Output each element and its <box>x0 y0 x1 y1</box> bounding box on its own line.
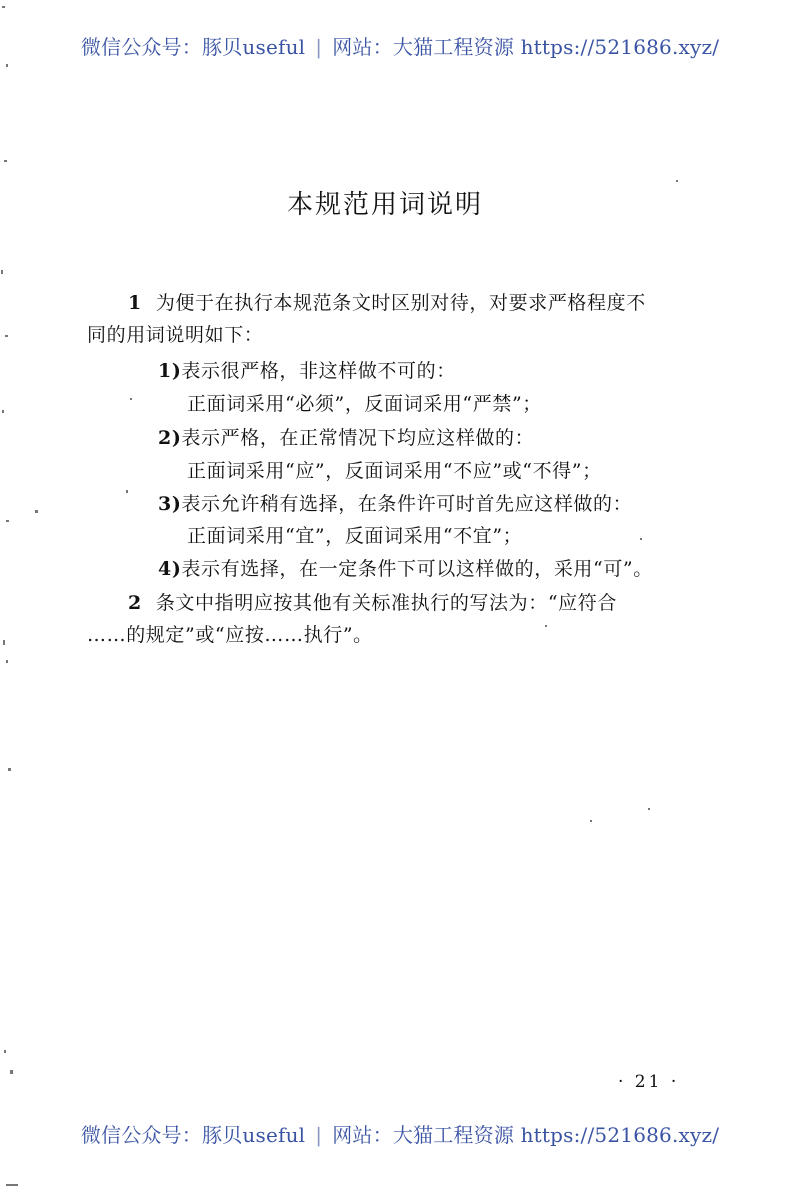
scan-speck <box>126 490 128 493</box>
subitem-2-detail: 正面词采用“应”，反面词采用“不应”或“不得”； <box>187 460 602 482</box>
item-1-line-2: 同的用词说明如下： <box>87 324 264 346</box>
watermark-wechat: 微信公众号：豚贝useful <box>80 35 306 59</box>
scan-speck <box>8 768 11 771</box>
watermark-wechat: 微信公众号：豚贝useful <box>80 1123 306 1147</box>
scan-speck <box>6 1184 18 1186</box>
scan-speck <box>676 180 678 182</box>
scan-speck <box>3 640 5 645</box>
subitem-1-label: 1) <box>158 360 182 382</box>
page-number: · 21 · <box>618 1072 680 1092</box>
scan-speck <box>6 520 9 522</box>
subitem-1-detail: 正面词采用“必须”，反面词采用“严禁”； <box>187 393 542 415</box>
watermark-site: 网站：大猫工程资源 https://521686.xyz/ <box>332 35 720 59</box>
scan-speck <box>545 625 547 627</box>
scan-speck <box>590 820 592 822</box>
subitem-1-text: 表示很严格，非这样做不可的： <box>181 360 456 382</box>
subitem-3-label: 3) <box>158 493 182 515</box>
scan-speck <box>640 538 642 540</box>
scan-speck <box>648 808 650 810</box>
watermark-site: 网站：大猫工程资源 https://521686.xyz/ <box>332 1123 720 1147</box>
subitem-3-detail: 正面词采用“宜”，反面词采用“不宜”； <box>187 525 523 547</box>
item-1-text: 为便于在执行本规范条文时区别对待，对要求严格程度不 <box>155 292 646 314</box>
scan-speck <box>35 510 38 513</box>
scan-speck <box>6 660 8 663</box>
subitem-2-label: 2) <box>158 427 182 449</box>
subitem-3-text: 表示允许稍有选择，在条件许可时首先应这样做的： <box>181 493 633 515</box>
subitem-4-label: 4) <box>158 558 182 580</box>
scan-speck <box>5 335 8 337</box>
watermark-separator: | <box>315 1123 323 1147</box>
item-2-number: 2 <box>128 592 142 614</box>
scan-speck <box>4 1050 6 1053</box>
item-2-text: 条文中指明应按其他有关标准执行的写法为：“应符合 <box>155 592 617 614</box>
subitem-2-text: 表示严格，在正常情况下均应这样做的： <box>181 427 535 449</box>
scan-speck <box>130 398 132 400</box>
watermark-separator: | <box>315 35 323 59</box>
scan-speck <box>2 6 5 8</box>
scan-speck <box>6 64 8 67</box>
subitem-4-text: 表示有选择，在一定条件下可以这样做的，采用“可”。 <box>181 558 653 580</box>
scan-speck <box>2 410 4 413</box>
item-2-line-2: ……的规定”或“应按……执行”。 <box>87 624 373 646</box>
scan-speck <box>1 270 3 274</box>
scan-speck <box>10 1070 13 1074</box>
item-1-number: 1 <box>128 292 142 314</box>
scan-speck <box>4 160 7 162</box>
page-title: 本规范用词说明 <box>286 190 483 220</box>
